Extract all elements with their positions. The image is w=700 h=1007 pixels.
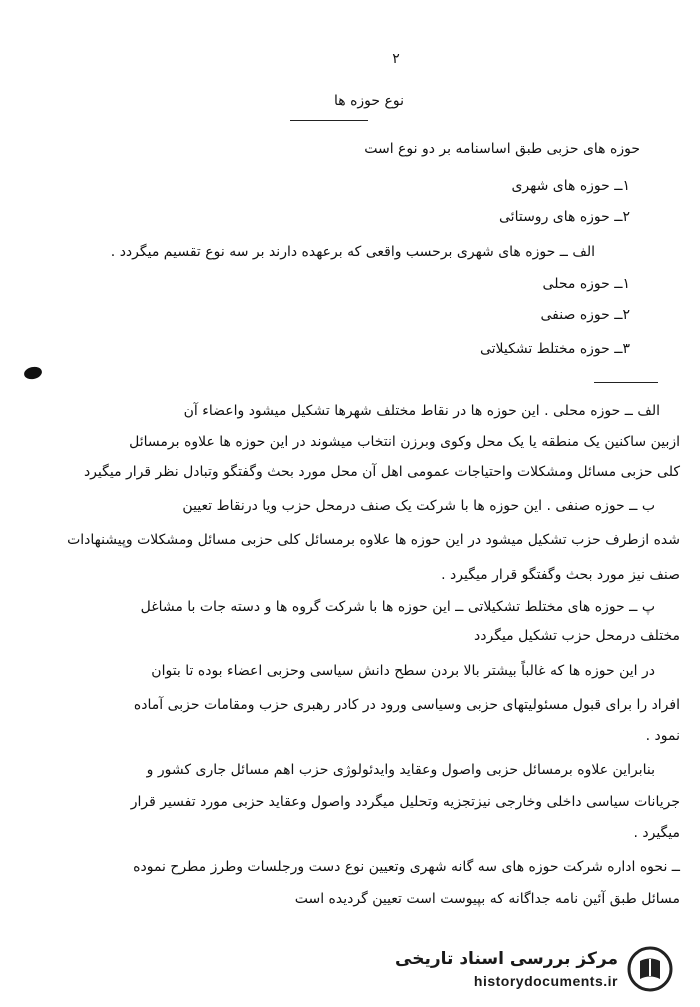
watermark-url: historydocuments.ir xyxy=(473,973,618,989)
paragraph-line: در این حوزه ها که غالباً بیشتر بالا بردن سطح دانش سیاسی وحزبی اعضاء بوده تا بتوان xyxy=(151,663,655,679)
paragraph-line: مختلف درمحل حزب تشکیل میگردد xyxy=(474,628,680,644)
paragraph-line: کلی حزبی مسائل ومشکلات واحتیاجات عمومی اهل آن محل مورد بحث وگفتگو وتبادل نظر قرار میگیرد xyxy=(83,464,680,480)
paragraph-line: میگیرد . xyxy=(633,825,680,841)
paragraph-line: شده ازطرف حزب تشکیل میشود در این حوزه ها علاوه برمسائل کلی حزبی مسائل ومشکلات وپیشنهادات xyxy=(67,532,680,548)
paragraph-line: بنابراین علاوه برمسائل حزبی واصول وعقاید وایدئولوژی حزب اهم مسائل جاری کشور و xyxy=(146,762,655,778)
intro-item-1: ۱ــ حوزه های شهری xyxy=(511,178,630,194)
paragraph-line: مسائل طبق آئین نامه جداگانه که بپیوست است تعیین گردیده است xyxy=(294,891,680,907)
watermark xyxy=(382,945,682,1000)
paragraph-line: نمود . xyxy=(645,728,680,744)
heading-underline xyxy=(290,120,368,121)
document-heading: نوع حوزه ها xyxy=(333,93,404,109)
paragraph-line: ــ نحوه اداره شرکت حوزه های سه گانه شهری وتعیین نوع دست ورجلسات وطرز مطرح نموده xyxy=(133,859,680,875)
paragraph-line: ازبین ساکنین یک منطقه یا یک محل وکوی وبرزن انتخاب میشوند در این حوزه ها علاوه برمسائل xyxy=(129,434,680,450)
paragraph-line: افراد را برای قبول مسئولیتهای حزبی وسیاسی ورود در کادر رهبری حزب ومقامات حزبی آماده xyxy=(133,697,680,713)
paragraph-line: صنف نیز مورد بحث وگفتگو قرار میگیرد . xyxy=(441,567,680,583)
paragraph-line: پ ــ حوزه های مختلط تشکیلاتی ــ این حوزه ها با شرکت گروه ها و دسته جات با مشاغل xyxy=(140,599,655,615)
paragraph-line: جریانات سیاسی داخلی وخارجی نیزتجزیه وتحلیل میگردد واصول وعقاید حزبی مورد تفسیر قرار xyxy=(130,794,680,810)
page-number: ۲ xyxy=(392,51,400,67)
section-alef-item-3: ۳ــ حوزه مختلط تشکیلاتی xyxy=(479,341,630,357)
intro-item-2: ۲ــ حوزه های روستائی xyxy=(499,209,630,225)
ink-blot xyxy=(23,365,43,380)
paragraph-line: الف ــ حوزه محلی . این حوزه ها در نقاط مختلف شهرها تشکیل میشود واعضاء آن xyxy=(183,403,660,419)
section-alef-item-2: ۲ــ حوزه صنفی xyxy=(540,307,630,323)
section-alef-line: الف ــ حوزه های شهری برحسب واقعی که برعهده دارند بر سه نوع تقسیم میگردد . xyxy=(110,244,595,260)
paragraph-line: ب ــ حوزه صنفی . این حوزه ها با شرکت یک صنف درمحل حزب ویا درنقاط تعیین xyxy=(182,498,655,514)
section-divider xyxy=(594,382,658,383)
section-alef-item-1: ۱ــ حوزه محلی xyxy=(542,276,630,292)
watermark-title: مرکز بررسی اسناد تاریخی xyxy=(395,949,618,969)
archive-logo-icon xyxy=(626,945,674,993)
intro-line: حوزه های حزبی طبق اساسنامه بر دو نوع است xyxy=(364,141,640,157)
